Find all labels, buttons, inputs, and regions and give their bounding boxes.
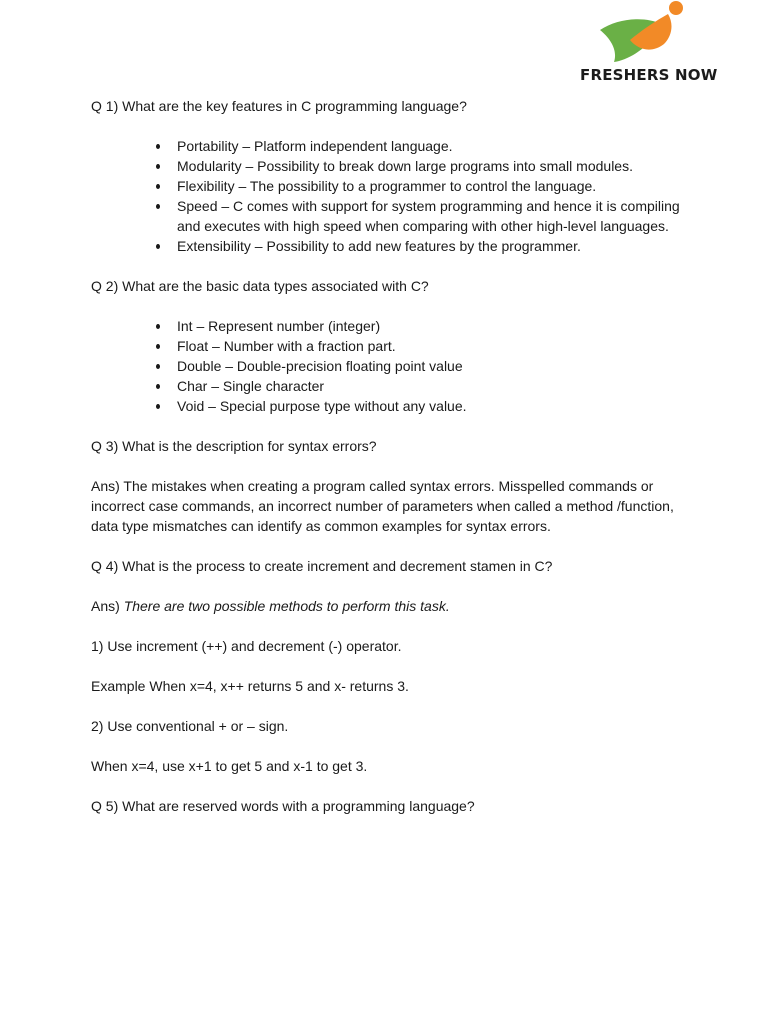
bullet-icon (156, 204, 160, 209)
list-item: Void – Special purpose type without any value. (177, 396, 691, 416)
list-item: Int – Represent number (integer) (177, 316, 691, 336)
list-item: Char – Single character (177, 376, 691, 396)
bullet-icon (156, 344, 160, 349)
bullet-icon (156, 244, 160, 249)
list-item: Modularity – Possibility to break down large programs into small modules. (177, 156, 691, 176)
document-body (91, 96, 691, 836)
method-1: 1) Use increment (++) and decrement (-) operator. (91, 638, 402, 654)
bullet-icon (156, 404, 160, 409)
bullet-icon (156, 364, 160, 369)
q1-feature-list (91, 136, 691, 256)
bullet-icon (156, 144, 160, 149)
leaf-figure-icon (596, 0, 692, 64)
question-1: Q 1) What are the key features in C programming language? (91, 98, 467, 114)
list-item: Float – Number with a fraction part. (177, 336, 691, 356)
answer-4: Ans) There are two possible methods to perform this task. (91, 598, 450, 614)
answer-3: Ans) The mistakes when creating a program called syntax errors. Misspelled commands or incorrect case commands, an incorrect number of parameters when called a method /function, data type mismatches can identify as common examples for syntax errors. (91, 478, 674, 534)
answer-4-italic: There are two possible methods to perform this task. (123, 598, 450, 614)
bullet-icon (156, 164, 160, 169)
question-3: Q 3) What is the description for syntax errors? (91, 438, 377, 454)
list-item: Extensibility – Possibility to add new features by the programmer. (177, 236, 691, 256)
example-2: When x=4, use x+1 to get 5 and x-1 to get 3. (91, 758, 368, 774)
question-5: Q 5) What are reserved words with a programming language? (91, 798, 475, 814)
method-2: 2) Use conventional + or – sign. (91, 718, 289, 734)
brand-name: FRESHERS NOW (580, 66, 718, 84)
list-item: Double – Double-precision floating point value (177, 356, 691, 376)
example-1: Example When x=4, x++ returns 5 and x- returns 3. (91, 678, 409, 694)
list-item: Portability – Platform independent language. (177, 136, 691, 156)
bullet-icon (156, 324, 160, 329)
question-2: Q 2) What are the basic data types associated with C? (91, 278, 429, 294)
freshers-now-logo (574, 0, 718, 92)
bullet-icon (156, 384, 160, 389)
list-item: Speed – C comes with support for system programming and hence it is compiling and executes with high speed when comparing with other high-level languages. (177, 196, 691, 236)
list-item: Flexibility – The possibility to a programmer to control the language. (177, 176, 691, 196)
bullet-icon (156, 184, 160, 189)
question-4: Q 4) What is the process to create increment and decrement stamen in C? (91, 558, 553, 574)
q2-datatype-list (91, 316, 691, 416)
